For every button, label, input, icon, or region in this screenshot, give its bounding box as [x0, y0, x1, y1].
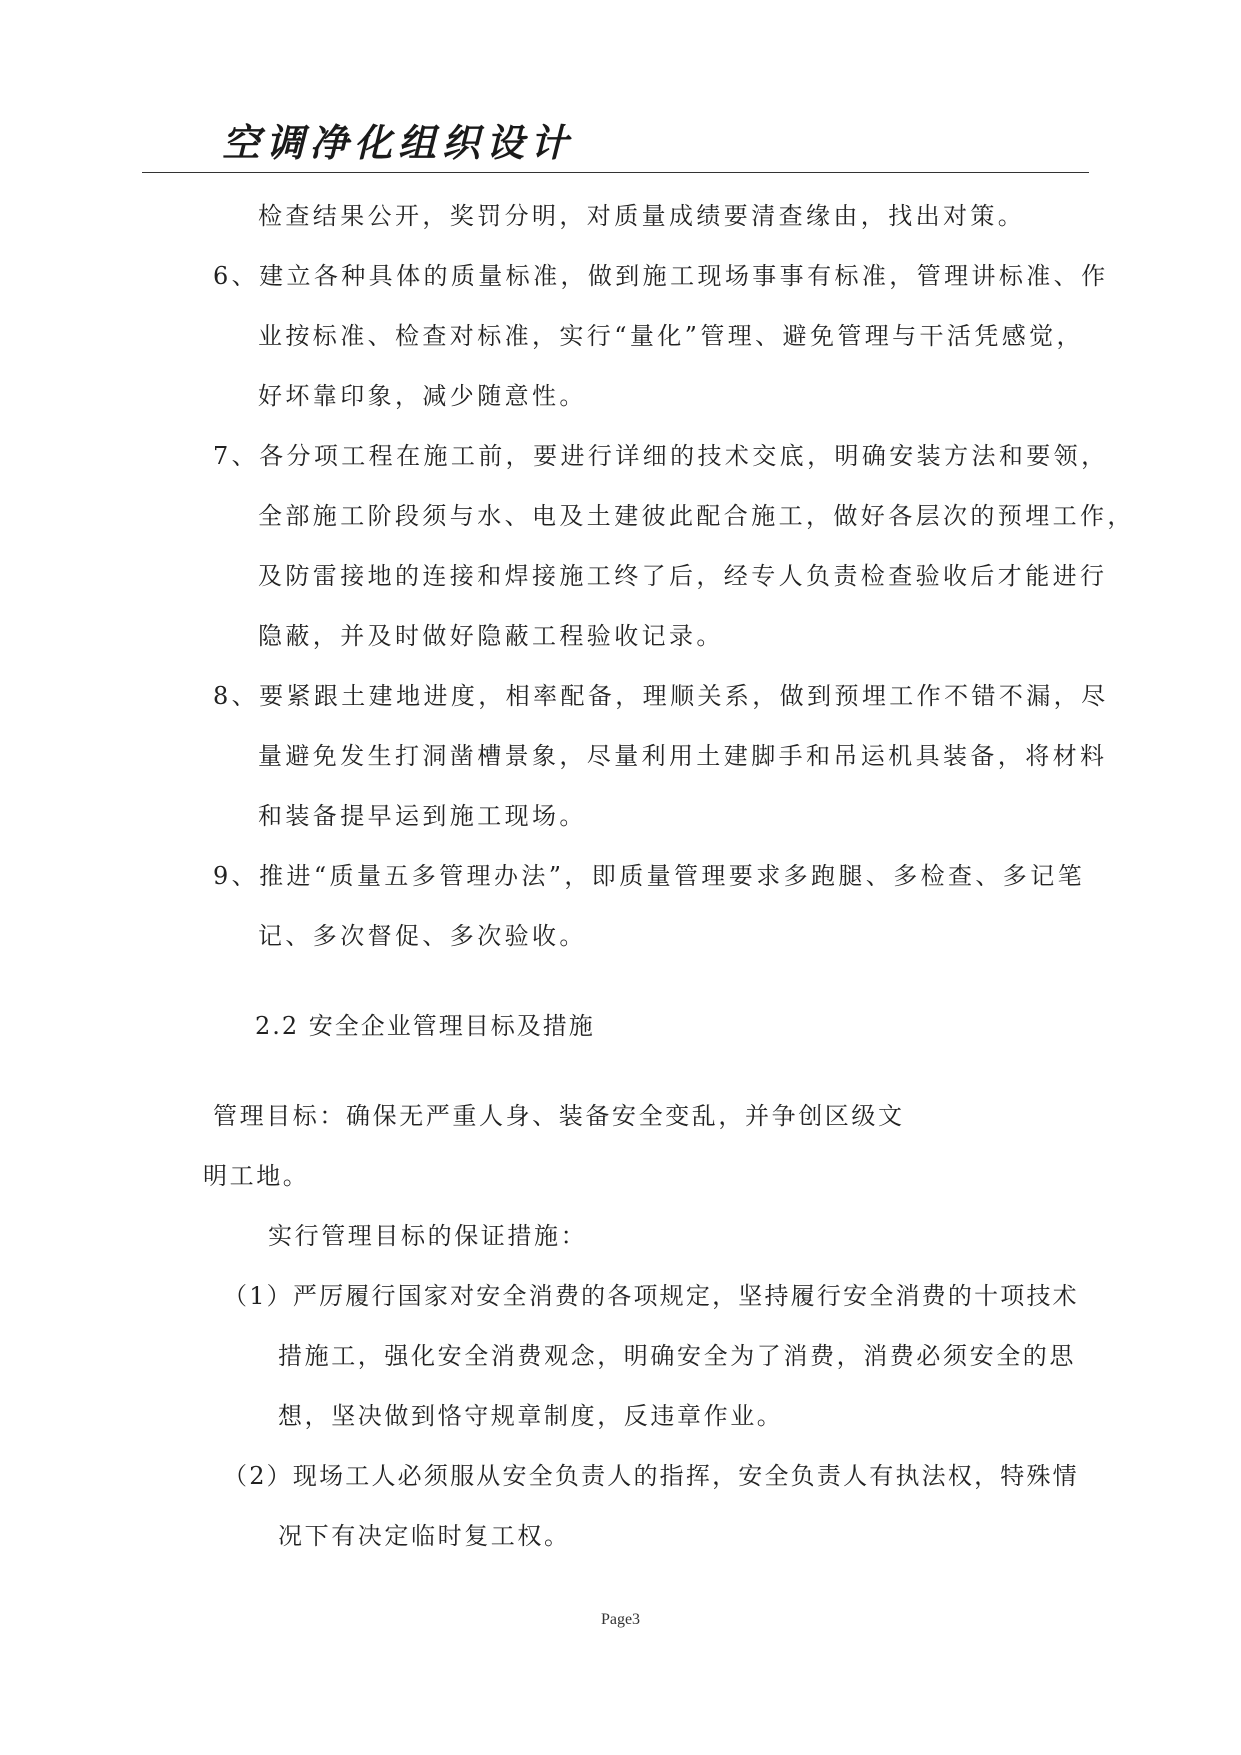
- section-heading: 2.2 安全企业管理目标及措施: [255, 1012, 595, 1040]
- body-line: 8、要紧跟土建地进度，相率配备，理顺关系，做到预埋工作不错不漏，尽: [213, 682, 1109, 710]
- body-line: 和装备提早运到施工现场。: [258, 802, 587, 830]
- body-line: （1）严厉履行国家对安全消费的各项规定，坚持履行安全消费的十项技术: [223, 1282, 1079, 1310]
- body-line: 业按标准、检查对标准，实行“量化”管理、避免管理与干活凭感觉，: [258, 322, 1084, 350]
- body-line: 量避免发生打洞凿槽景象，尽量利用土建脚手和吊运机具装备，将材料: [258, 742, 1108, 770]
- body-line: 7、各分项工程在施工前，要进行详细的技术交底，明确安装方法和要领，: [213, 442, 1109, 470]
- body-line: 6、建立各种具体的质量标准，做到施工现场事事有标准，管理讲标准、作: [213, 262, 1109, 290]
- body-line: 明工地。: [203, 1162, 310, 1190]
- body-line: （2）现场工人必须服从安全负责人的指挥，安全负责人有执法权，特殊情: [223, 1462, 1079, 1490]
- body-line: 及防雷接地的连接和焊接施工终了后，经专人负责检查验收后才能进行: [258, 562, 1108, 590]
- body-line: 实行管理目标的保证措施：: [268, 1222, 588, 1250]
- page-number: Page3: [600, 1611, 641, 1628]
- body-line: 9、推进“质量五多管理办法”，即质量管理要求多跑腿、多检查、多记笔: [213, 862, 1086, 890]
- body-line: 隐蔽，并及时做好隐蔽工程验收记录。: [258, 622, 724, 650]
- body-line: 记、多次督促、多次验收。: [258, 922, 587, 950]
- header-divider: [142, 172, 1089, 173]
- body-line: 管理目标：确保无严重人身、装备安全变乱，并争创区级文: [213, 1102, 905, 1130]
- body-line: 措施工，强化安全消费观念，明确安全为了消费，消费必须安全的思: [278, 1342, 1076, 1370]
- document-header-title: 空调净化组织设计: [222, 121, 575, 165]
- body-line: 想，坚决做到恪守规章制度，反违章作业。: [278, 1402, 784, 1430]
- body-line: 况下有决定临时复工权。: [278, 1522, 571, 1550]
- body-line: 检查结果公开，奖罚分明，对质量成绩要清查缘由，找出对策。: [258, 202, 1026, 230]
- body-line: 全部施工阶段须与水、电及土建彼此配合施工，做好各层次的预埋工作，: [258, 502, 1135, 530]
- body-line: 好坏靠印象，减少随意性。: [258, 382, 587, 410]
